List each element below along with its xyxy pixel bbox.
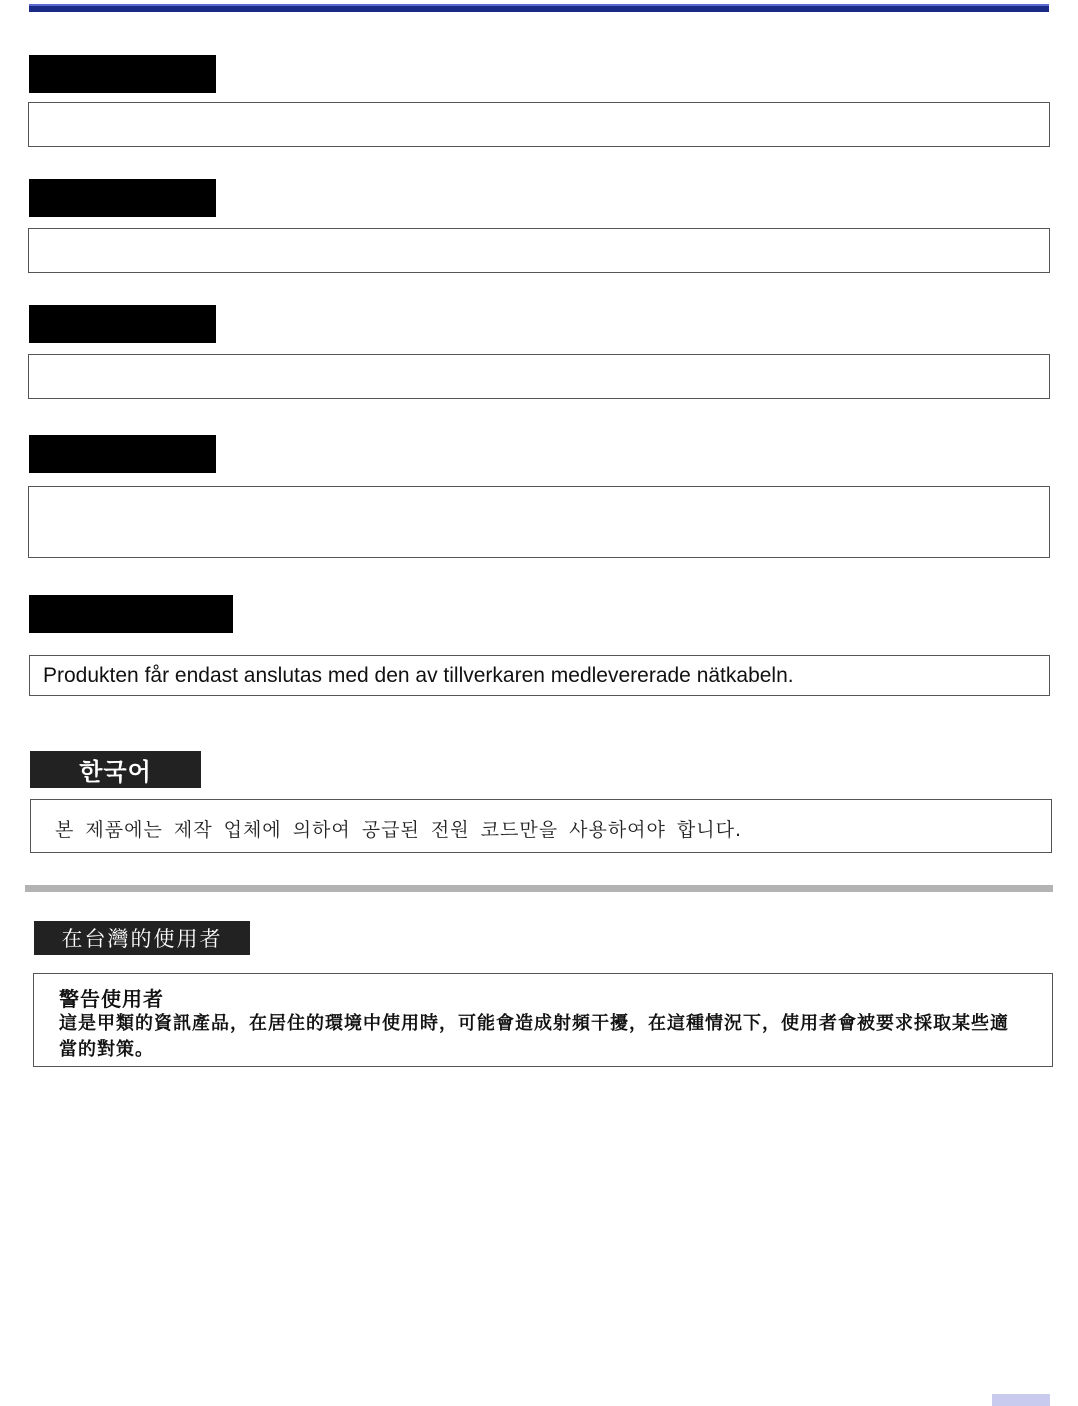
section-label-3	[29, 305, 216, 343]
sv-notice-text: Produkten får endast anslutas med den av tillverkaren medlevererade nätkabeln.	[43, 664, 794, 687]
page-tab	[992, 1394, 1050, 1406]
section-box-ko	[30, 799, 1052, 853]
section-box-1	[28, 102, 1050, 147]
section-label-tw	[34, 921, 250, 955]
section-label-2	[29, 179, 216, 217]
section-box-2	[28, 228, 1050, 273]
section-box-sv	[29, 655, 1050, 696]
ko-label-text: 한국어	[79, 758, 152, 786]
top-rule	[29, 4, 1049, 12]
tw-label-text: 在台灣的使用者	[61, 927, 223, 951]
section-label-1	[29, 55, 216, 93]
section-box-4	[28, 486, 1050, 558]
section-label-sv	[29, 595, 233, 633]
section-label-ko	[30, 751, 201, 788]
section-label-4	[29, 435, 216, 473]
section-divider	[25, 885, 1053, 892]
tw-warning-title: 警告使用者	[59, 987, 164, 1011]
section-box-tw	[33, 973, 1053, 1067]
tw-warning-text: 這是甲類的資訊產品，在居住的環境中使用時，可能會造成射頻干擾，在這種情況下，使用者會被要求採取某些適當的對策。	[59, 1013, 1009, 1060]
section-box-3	[28, 354, 1050, 399]
ko-notice-text: 본 제품에는 제작 업체에 의하여 공급된 전원 코드만을 사용하여야 합니다.	[55, 819, 743, 841]
